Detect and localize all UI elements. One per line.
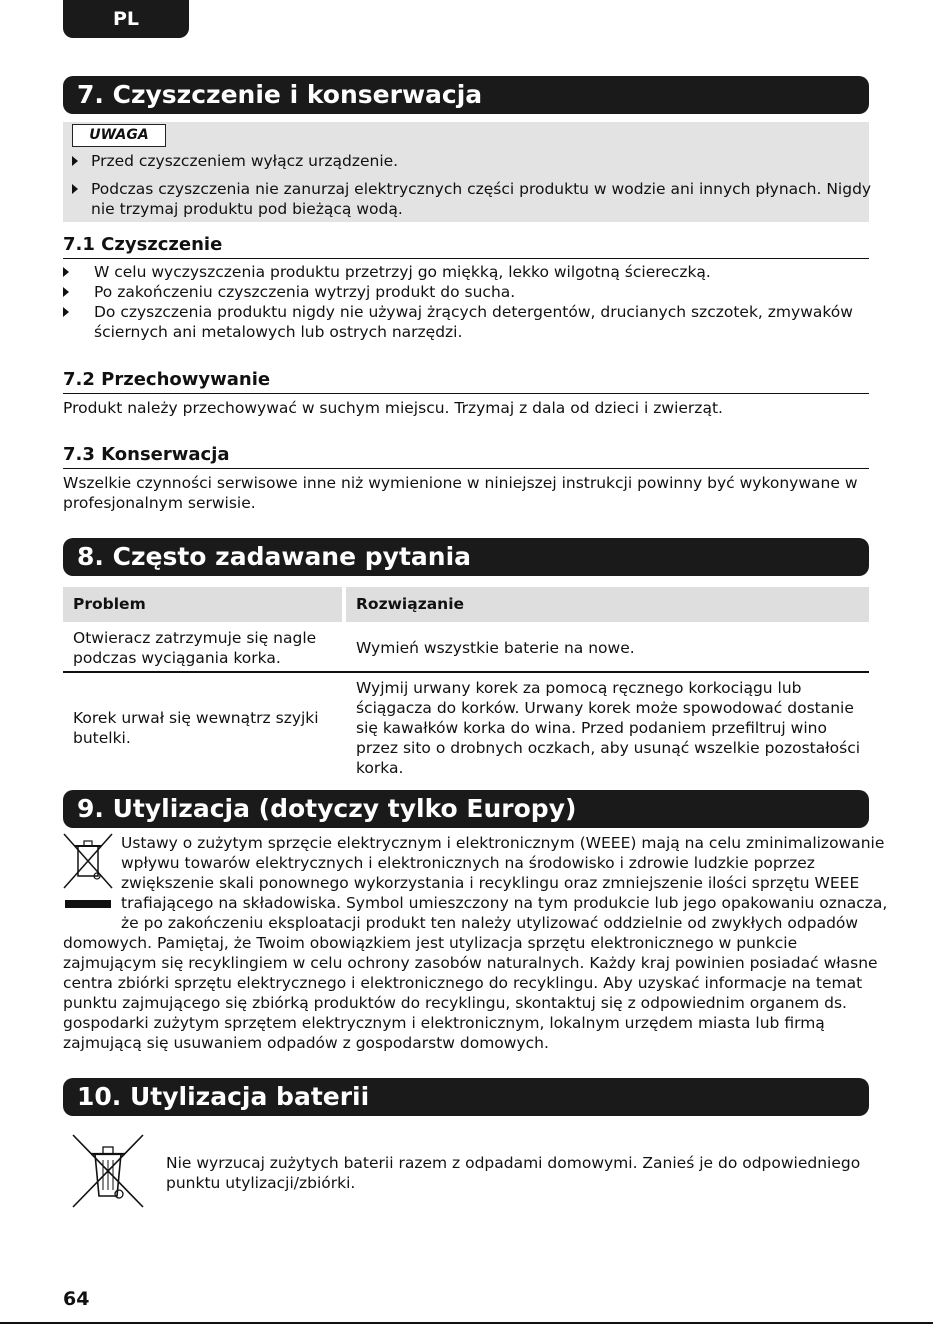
table-row-divider [63, 671, 869, 673]
paragraph-line: Nie wyrzucaj zużytych baterii razem z odpadami domowymi. Zanieś je do odpowiedniego [166, 1154, 861, 1172]
problem-cell: podczas wyciągania korka. [73, 649, 281, 667]
subsection-7-1-title: 7.1 Czyszczenie [63, 233, 869, 259]
bullet-icon [72, 184, 78, 194]
note-label: UWAGA [72, 124, 166, 147]
solution-cell: Wyjmij urwany korek za pomocą ręcznego korkociągu lub [356, 679, 802, 697]
list-item: Do czyszczenia produktu nigdy nie używaj żrących detergentów, drucianych szczotek, zmywaków [94, 303, 853, 321]
note-item: Podczas czyszczenia nie zanurzaj elektrycznych części produktu w wodzie ani innych płynach. Nigdy [91, 180, 872, 198]
paragraph-line: centra zbiórki sprzętu elektrycznego i elektronicznego do recyklingu. Aby uzyskać informacje na temat [63, 974, 863, 992]
problem-cell: Korek urwał się wewnątrz szyjki [73, 709, 319, 727]
solution-cell: się kawałków korka do wina. Przed podaniem przefiltruj wino [356, 719, 827, 737]
bullet-icon [72, 156, 78, 166]
problem-cell: butelki. [73, 729, 131, 747]
bullet-icon [63, 267, 69, 277]
paragraph-line: gospodarki zużytym sprzętem elektrycznym i elektronicznym, lokalnym urzędem miasta lub firmą [63, 1014, 825, 1032]
section-8-title: 8. Często zadawane pytania [63, 538, 869, 576]
paragraph-line: że po zakończeniu eksploatacji produkt ten należy utylizować oddzielnie od zwykłych odpadów [121, 914, 859, 932]
page-number: 64 [63, 1288, 90, 1310]
paragraph-line: zajmującym się recyklingiem w celu ochrony zasobów naturalnych. Każdy kraj powinien posiadać własne [63, 954, 878, 972]
paragraph: Produkt należy przechowywać w suchym miejscu. Trzymaj z dala od dzieci i zwierząt. [63, 399, 723, 417]
paragraph-line: Ustawy o zużytym sprzęcie elektrycznym i elektronicznym (WEEE) mają na celu zminimalizowanie [121, 834, 885, 852]
subsection-7-3-title: 7.3 Konserwacja [63, 443, 869, 469]
paragraph-line: Wszelkie czynności serwisowe inne niż wymienione w niniejszej instrukcji powinny być wykonywane w [63, 474, 858, 492]
subsection-7-2-title: 7.2 Przechowywanie [63, 368, 869, 394]
solution-cell: ściągacza do korków. Urwany korek może spowodować dostanie [356, 699, 854, 717]
weee-bin-icon [62, 832, 114, 912]
language-tab: PL [63, 0, 189, 38]
paragraph-line: wpływu towarów elektrycznych i elektronicznych na środowisko i zdrowie ludzkie poprzez [121, 854, 815, 872]
solution-cell: przez sito o drobnych oczkach, aby usunąć wszelkie pozostałości [356, 739, 861, 757]
paragraph-line: domowych. Pamiętaj, że Twoim obowiązkiem jest utylizacja sprzętu elektronicznego w punkcie [63, 934, 798, 952]
section-7-title: 7. Czyszczenie i konserwacja [63, 76, 869, 114]
paragraph-line: zwiększenie skali ponownego wykorzystania i recyklingu oraz zmniejszenie ilości sprzętu WEEE [121, 874, 860, 892]
paragraph-line: trafiającego na składowiska. Symbol umieszczony na tym produkcie lub jego opakowaniu oznacza, [121, 894, 888, 912]
list-item: Po zakończeniu czyszczenia wytrzyj produkt do sucha. [94, 283, 516, 301]
solution-cell: korka. [356, 759, 404, 777]
note-item: Przed czyszczeniem wyłącz urządzenie. [91, 152, 399, 170]
paragraph-line: punktu zajmującego się zbiórką produktów do recyklingu, skontaktuj się z odpowiednim organem ds. [63, 994, 847, 1012]
battery-bin-icon [70, 1132, 146, 1210]
section-9-title: 9. Utylizacja (dotyczy tylko Europy) [63, 790, 869, 828]
bullet-icon [63, 287, 69, 297]
paragraph-line: profesjonalnym serwisie. [63, 494, 256, 512]
bullet-icon [63, 307, 69, 317]
table-header-solution: Rozwiązanie [346, 587, 869, 622]
note-item-continued: nie trzymaj produktu pod bieżącą wodą. [91, 200, 403, 218]
list-item-continued: ściernych ani metalowych lub ostrych narzędzi. [94, 323, 463, 341]
paragraph-line: punktu utylizacji/zbiórki. [166, 1174, 356, 1192]
list-item: W celu wyczyszczenia produktu przetrzyj go miękką, lekko wilgotną ściereczką. [94, 263, 711, 281]
problem-cell: Otwieracz zatrzymuje się nagle [73, 629, 317, 647]
solution-cell: Wymień wszystkie baterie na nowe. [356, 639, 635, 657]
table-header-problem: Problem [63, 587, 342, 622]
section-10-title: 10. Utylizacja baterii [63, 1078, 869, 1116]
paragraph-line: zajmującą się usuwaniem odpadów z gospodarstw domowych. [63, 1034, 549, 1052]
